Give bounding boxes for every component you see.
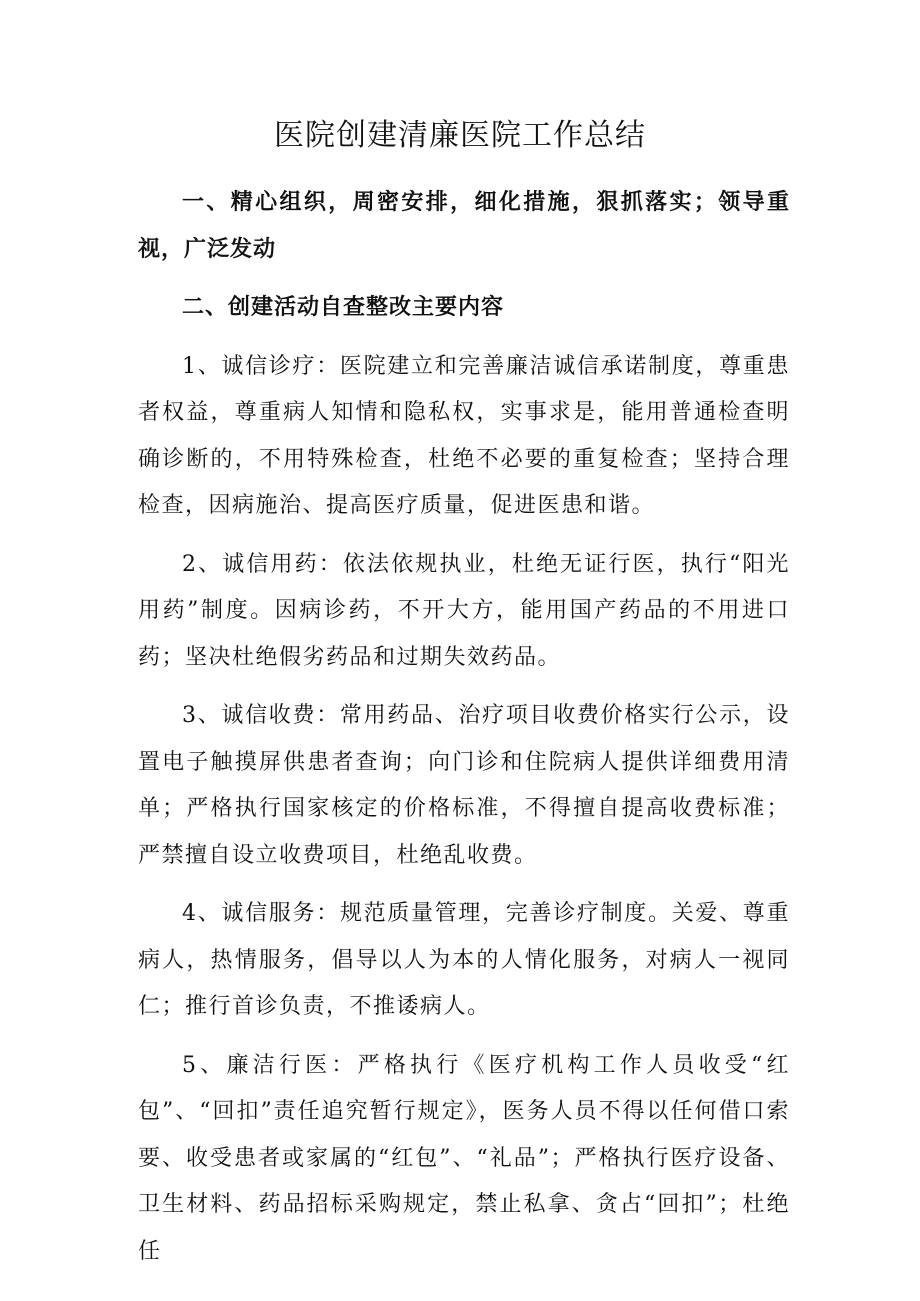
paragraph-item-4: 4、诚信服务：规范质量管理，完善诊疗制度。关爱、尊重病人，热情服务，倡导以人为本的人情化服务，对病人一视同仁；推行首诊负责，不推诿病人。 bbox=[138, 901, 790, 1019]
paragraph-item-1: 1、诚信诊疗：医院建立和完善廉洁诚信承诺制度，尊重患者权益，尊重病人知情和隐私权，实事求是，能用普通检查明确诊断的，不用特殊检查，杜绝不必要的重复检查；坚持合理检查，因病施治、提高医疗质量，促进医患和谐。 bbox=[138, 353, 790, 518]
paragraph-item-2: 2、诚信用药：依法依规执业，杜绝无证行医，执行“阳光用药”制度。因病诊药，不开大方，能用国产药品的不用进口药；坚决杜绝假劣药品和过期失效药品。 bbox=[138, 551, 790, 670]
paragraph-item-3: 3、诚信收费：常用药品、治疗项目收费价格实行公示，设置电子触摸屏供患者查询；向门诊和住院病人提供详细费用清单；严格执行国家核定的价格标准，不得擅自提高收费标准；严禁擅自设立收费项目，杜绝乱收费。 bbox=[138, 703, 790, 868]
paragraph-item-5: 5、廉洁行医：严格执行《医疗机构工作人员收受“红包”、“回扣”责任追究暂行规定》，医务人员不得以任何借口索要、收受患者或家属的“红包”、“礼品”；严格执行医疗设备、卫生材料、药品招标采购规定，禁止私拿、贪占“回扣”；杜绝任 bbox=[138, 1052, 790, 1264]
section-heading-1: 一、精心组织，周密安排，细化措施，狠抓落实；领导重视，广泛发动 bbox=[138, 190, 790, 262]
document-body bbox=[138, 180, 790, 1275]
section-heading-2: 二、创建活动自查整改主要内容 bbox=[182, 295, 505, 320]
document-title: 医院创建清廉医院工作总结 bbox=[274, 118, 646, 153]
